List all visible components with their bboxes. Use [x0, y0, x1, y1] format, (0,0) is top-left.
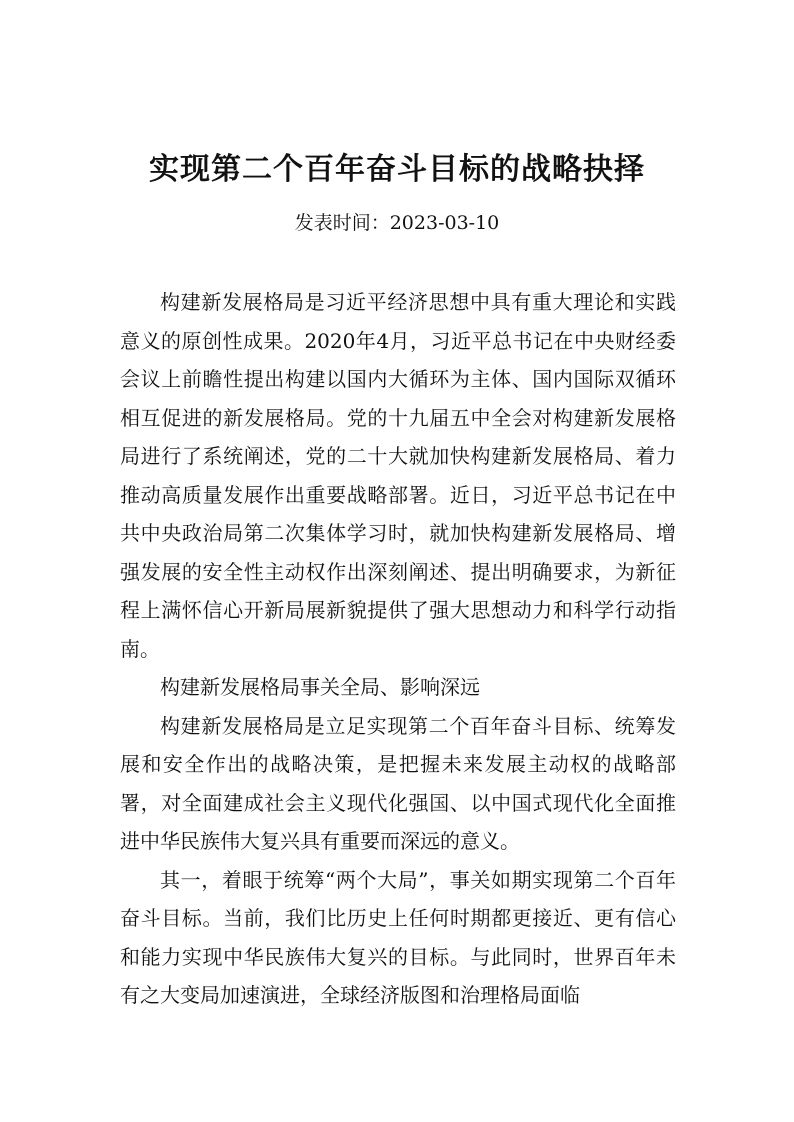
- document-title: 实现第二个百年奋斗目标的战略抉择: [149, 152, 645, 187]
- paragraph-strategy: 构建新发展格局是立足实现第二个百年奋斗目标、统筹发展和安全作出的战略决策，是把握未来发展主动权的战略部署，对全面建成社会主义现代化强国、以中国式现代化全面推进中华民族伟大复兴具有重要而深远的意义。: [120, 713, 676, 853]
- section-heading: 构建新发展格局事关全局、影响深远: [160, 675, 480, 699]
- paragraph-first-point: 其一，着眼于统筹“两个大局”，事关如期实现第二个百年奋斗目标。当前，我们比历史上任何时期都更接近、更有信心和能力实现中华民族伟大复兴的目标。与此同时，世界百年未有之大变局加速演进，全球经济版图和治理格局面临: [120, 867, 676, 1007]
- paragraph-intro: 构建新发展格局是习近平经济思想中具有重大理论和实践意义的原创性成果。2020年4月，习近平总书记在中央财经委会议上前瞻性提出构建以国内大循环为主体、国内国际双循环相互促进的新发展格局。党的十九届五中全会对构建新发展格局进行了系统阐述，党的二十大就加快构建新发展格局、着力推动高质量发展作出重要战略部署。近日，习近平总书记在中共中央政治局第二次集体学习时，就加快构建新发展格局、增强发展的安全性主动权作出深刻阐述、提出明确要求，为新征程上满怀信心开新局展新貌提供了强大思想动力和科学行动指南。: [120, 290, 676, 661]
- publish-date: 发表时间：2023-03-10: [294, 212, 500, 234]
- article-body: [120, 283, 676, 1015]
